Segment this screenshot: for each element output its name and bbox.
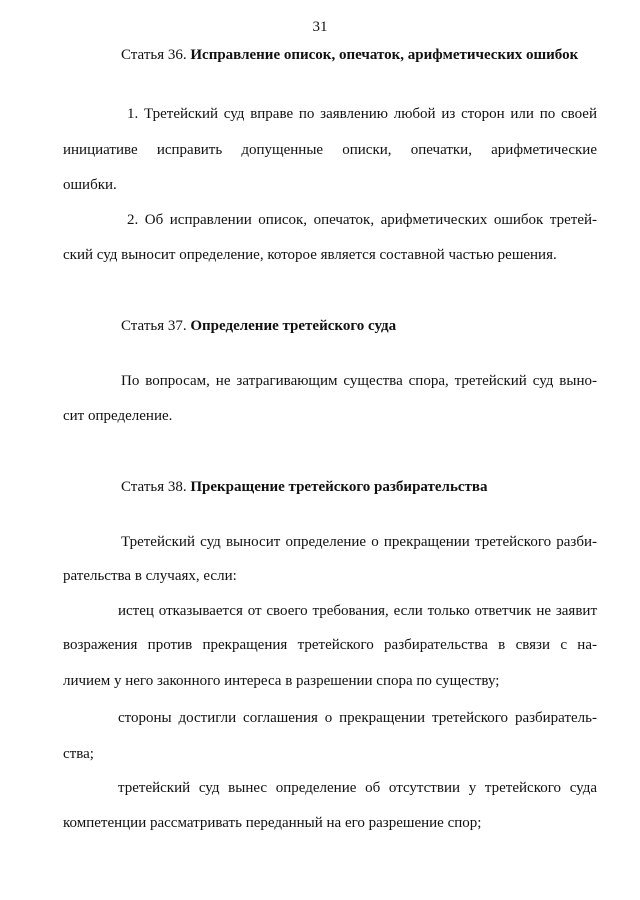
- article-36-p1-line1: 1. Третейский суд вправе по заявлению любой из сторон или по своей: [127, 106, 597, 122]
- article-37-title: Определение третейского суда: [190, 318, 397, 334]
- article-38-p4-line2: компетенции рассматривать переданный на его разрешение спор;: [63, 815, 482, 831]
- article-38-p2-line1: истец отказывается от своего требования, если только ответчик не заявит: [118, 603, 597, 619]
- article-38-p1-line1: Третейский суд выносит определение о прекращении третейского разби-: [121, 534, 597, 550]
- article-38-heading: [121, 479, 488, 496]
- article-36-p1-line2: инициативе исправить допущенные описки, опечатки, арифметические: [63, 142, 597, 158]
- article-37-heading: [121, 318, 396, 335]
- article-36-title: Исправление описок, опечаток, арифметических ошибок: [190, 47, 579, 63]
- article-37-p1-line2: сит определение.: [63, 408, 173, 424]
- article-37-p1-line1: По вопросам, не затрагивающим существа спора, третейский суд выно-: [121, 373, 597, 389]
- article-38-p2-line2: возражения против прекращения третейского разбирательства в связи с на-: [63, 637, 597, 653]
- article-38-p4-line1: третейский суд вынес определение об отсутствии у третейского суда: [118, 780, 597, 796]
- article-38-p1-line2: рательства в случаях, если:: [63, 568, 237, 584]
- article-36-p2-line2: ский суд выносит определение, которое является составной частью решения.: [63, 247, 557, 263]
- article-36-p2-line1: 2. Об исправлении описок, опечаток, арифметических ошибок третей-: [127, 212, 597, 228]
- article-38-title: Прекращение третейского разбирательства: [190, 479, 488, 495]
- article-38-p3-line1: стороны достигли соглашения о прекращении третейского разбиратель-: [118, 710, 597, 726]
- article-37-prefix: Статья 37.: [121, 318, 187, 334]
- article-38-p2-line3: личием у него законного интереса в разрешении спора по существу;: [63, 673, 500, 689]
- page-number: 31: [312, 19, 328, 35]
- article-38-p3-line2: ства;: [63, 746, 94, 762]
- article-36-heading: [121, 47, 578, 64]
- article-38-prefix: Статья 38.: [121, 479, 187, 495]
- article-36-prefix: Статья 36.: [121, 47, 187, 63]
- article-36-p1-line3: ошибки.: [63, 177, 117, 193]
